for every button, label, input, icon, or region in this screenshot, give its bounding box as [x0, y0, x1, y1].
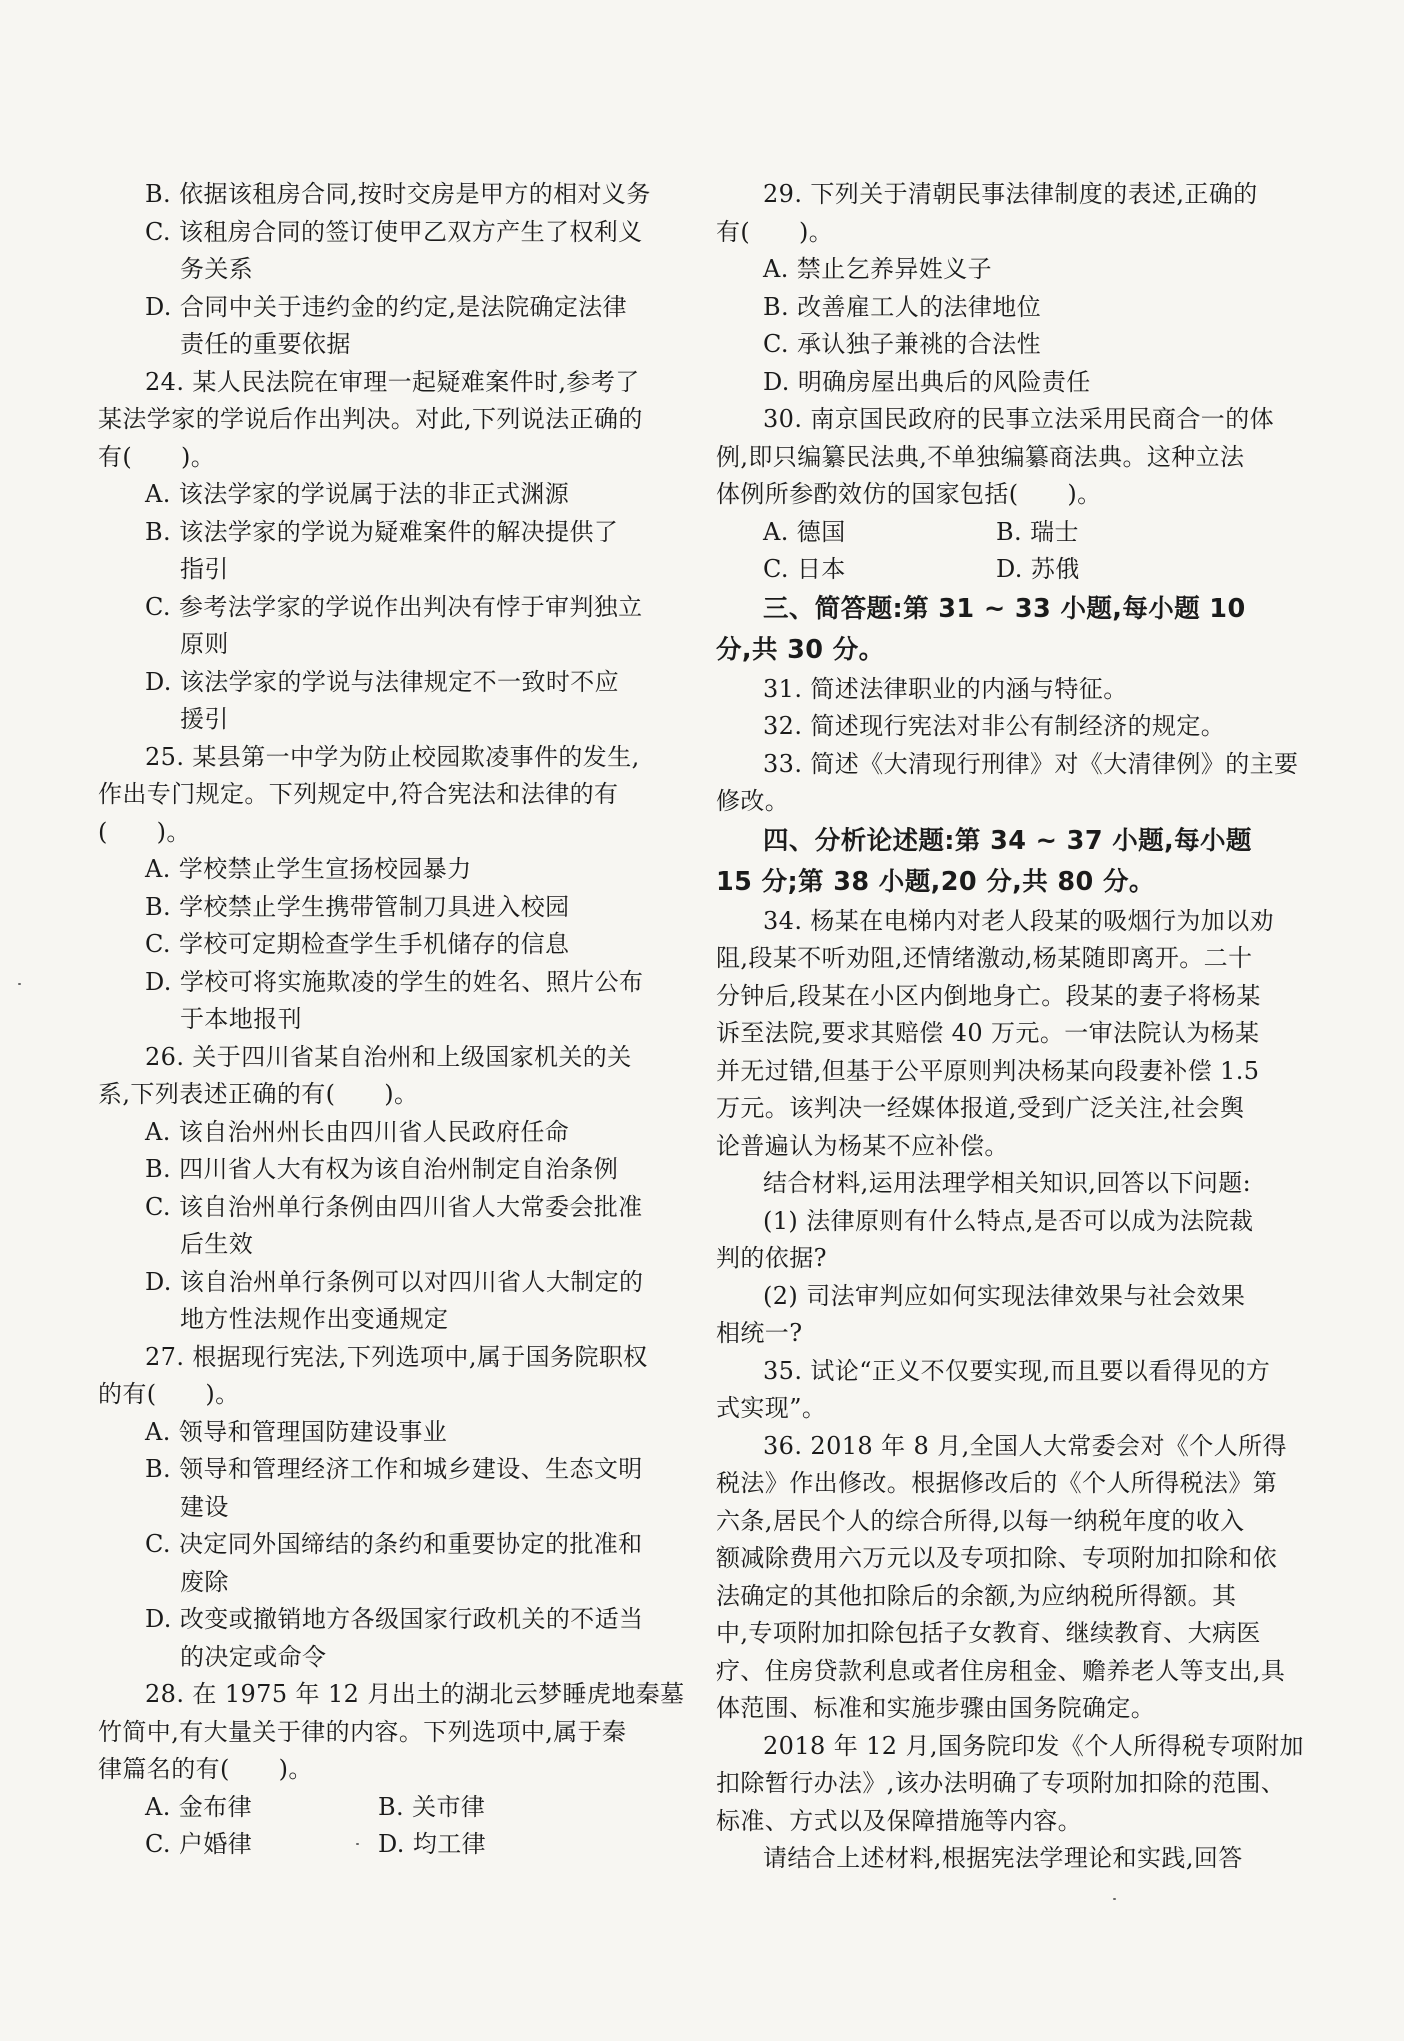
scan-speck [18, 983, 21, 985]
q25-stem-end: ( )。 [98, 817, 191, 846]
q36-line-4: 额减除费用六万元以及专项扣除、专项附加扣除和依 [716, 1544, 1278, 1572]
q36-line-3: 六条,居民个人的综合所得,以每一纳税年度的收入 [716, 1506, 1245, 1535]
q29-option-d: D. 明确房屋出典后的风险责任 [763, 367, 1091, 396]
q24-option-b-cont: 指引 [180, 555, 229, 583]
q28-stem-cont: 竹简中,有大量关于律的内容。下列选项中,属于秦 [98, 1717, 627, 1746]
q36-line-7: 疗、住房贷款利息或者住房租金、赡养老人等支出,具 [716, 1656, 1286, 1685]
q34-sub-2-cont: 相统一? [716, 1319, 803, 1347]
q29-stem-end: 有( )。 [716, 217, 834, 246]
q24-option-d: D. 该法学家的学说与法律规定不一致时不应 [145, 667, 620, 696]
q36-line-1: 36. 2018 年 8 月,全国人大常委会对《个人所得 [763, 1431, 1287, 1460]
q24-stem-cont: 某法学家的学说后作出判决。对此,下列说法正确的 [98, 405, 643, 433]
q26-option-d-cont: 地方性法规作出变通规定 [180, 1305, 449, 1333]
q31: 31. 简述法律职业的内涵与特征。 [763, 674, 1128, 703]
q29-option-c: C. 承认独子兼祧的合法性 [763, 330, 1041, 358]
q24-option-d-cont: 援引 [180, 705, 229, 733]
section-3-heading: 三、简答题:第 31 ~ 33 小题,每小题 10 [763, 593, 1246, 624]
q24-option-c-cont: 原则 [180, 630, 229, 658]
q23-option-b: B. 依据该租房合同,按时交房是甲方的相对义务 [145, 180, 651, 208]
q34-prompt: 结合材料,运用法理学相关知识,回答以下问题: [763, 1169, 1252, 1197]
q27-option-c: C. 决定同外国缔结的条约和重要协定的批准和 [145, 1530, 643, 1558]
q36-line-9: 2018 年 12 月,国务院印发《个人所得税专项附加 [763, 1731, 1304, 1760]
q34-sub-1: (1) 法律原则有什么特点,是否可以成为法院裁 [763, 1206, 1254, 1235]
q36-line-12: 请结合上述材料,根据宪法学理论和实践,回答 [763, 1844, 1243, 1872]
q23-option-c: C. 该租房合同的签订使甲乙双方产生了权利义 [145, 217, 643, 246]
q30-stem: 30. 南京国民政府的民事立法采用民商合一的体 [763, 405, 1274, 433]
q25-option-d-cont: 于本地报刊 [180, 1005, 302, 1033]
q27-stem-cont: 的有( )。 [98, 1380, 240, 1408]
q34-sub-1-cont: 判的依据? [716, 1244, 827, 1272]
q34-line-2: 阻,段某不听劝阻,还情绪激动,杨某随即离开。二十 [716, 944, 1253, 972]
q26-option-c-cont: 后生效 [180, 1230, 254, 1258]
q23-option-d: D. 合同中关于违约金的约定,是法院确定法律 [145, 292, 628, 321]
section-3-heading-cont: 分,共 30 分。 [716, 634, 885, 665]
q26-stem-cont: 系,下列表述正确的有( )。 [98, 1080, 419, 1108]
q34-line-5: 并无过错,但基于公平原则判决杨某向段妻补偿 1.5 [716, 1056, 1260, 1085]
q36-line-5: 法确定的其他扣除后的余额,为应纳税所得额。其 [716, 1581, 1237, 1610]
q23-option-d-cont: 责任的重要依据 [180, 330, 351, 358]
q28-option-d: D. 均工律 [378, 1830, 487, 1858]
q27-option-a: A. 领导和管理国防建设事业 [145, 1417, 448, 1446]
q25-stem-cont: 作出专门规定。下列规定中,符合宪法和法律的有 [98, 780, 619, 808]
q30-options-row-2 [716, 551, 1288, 589]
left-column [98, 176, 685, 1864]
q27-option-d-cont: 的决定或命令 [180, 1642, 327, 1671]
q27-option-d: D. 改变或撤销地方各级国家行政机关的不适当 [145, 1605, 644, 1633]
q28-option-a: A. 金布律 [145, 1792, 252, 1821]
q26-stem: 26. 关于四川省某自治州和上级国家机关的关 [145, 1042, 632, 1071]
q30-option-a: A. 德国 [763, 517, 846, 546]
q32: 32. 简述现行宪法对非公有制经济的规定。 [763, 712, 1226, 740]
q24-stem: 24. 某人民法院在审理一起疑难案件时,参考了 [145, 367, 640, 396]
q25-option-a: A. 学校禁止学生宣扬校园暴力 [145, 855, 472, 883]
q24-option-b: B. 该法学家的学说为疑难案件的解决提供了 [145, 517, 619, 546]
q28-options-row-1 [98, 1789, 668, 1827]
q34-line-7: 论普遍认为杨某不应补偿。 [716, 1131, 1009, 1160]
q25-option-d: D. 学校可将实施欺凌的学生的姓名、照片公布 [145, 967, 644, 996]
q27-stem: 27. 根据现行宪法,下列选项中,属于国务院职权 [145, 1342, 648, 1371]
right-column [716, 176, 1304, 1878]
q30-option-d: D. 苏俄 [996, 555, 1080, 583]
section-4-heading: 四、分析论述题:第 34 ~ 37 小题,每小题 [763, 825, 1252, 856]
q27-option-c-cont: 废除 [180, 1567, 229, 1596]
q29-option-b: B. 改善雇工人的法律地位 [763, 292, 1042, 321]
q30-option-b: B. 瑞士 [996, 517, 1079, 546]
q28-option-c: C. 户婚律 [145, 1830, 253, 1858]
q30-option-c: C. 日本 [763, 555, 846, 583]
q25-option-b: B. 学校禁止学生携带管制刀具进入校园 [145, 892, 570, 921]
q34-line-6: 万元。该判决一经媒体报道,受到广泛关注,社会舆 [716, 1094, 1245, 1122]
q35-cont: 式实现”。 [716, 1394, 827, 1422]
q24-option-c: C. 参考法学家的学说作出判决有悖于审判独立 [145, 592, 643, 621]
q24-stem-end: 有( )。 [98, 442, 216, 471]
q24-option-a: A. 该法学家的学说属于法的非正式渊源 [145, 480, 570, 508]
q33: 33. 简述《大清现行刑律》对《大清律例》的主要 [763, 749, 1299, 778]
q26-option-b: B. 四川省人大有权为该自治州制定自治条例 [145, 1155, 619, 1183]
q36-line-8: 体范围、标准和实施步骤由国务院确定。 [716, 1694, 1156, 1722]
q36-line-2: 税法》作出修改。根据修改后的《个人所得税法》第 [716, 1469, 1278, 1497]
q33-cont: 修改。 [716, 787, 790, 815]
scan-speck [356, 1843, 359, 1845]
q25-stem: 25. 某县第一中学为防止校园欺凌事件的发生, [145, 742, 640, 771]
q36-line-11: 标准、方式以及保障措施等内容。 [716, 1806, 1082, 1835]
scan-speck [1113, 1898, 1116, 1900]
q35: 35. 试论“正义不仅要实现,而且要以看得见的方 [763, 1356, 1271, 1385]
q29-stem: 29. 下列关于清朝民事法律制度的表述,正确的 [763, 180, 1258, 208]
q26-option-d: D. 该自治州单行条例可以对四川省人大制定的 [145, 1267, 644, 1296]
q28-options-row-2 [98, 1826, 668, 1864]
q28-option-b: B. 关市律 [378, 1792, 486, 1821]
section-4-heading-cont: 15 分;第 38 小题,20 分,共 80 分。 [716, 866, 1155, 897]
q36-line-10: 扣除暂行办法》,该办法明确了专项附加扣除的范围、 [716, 1769, 1286, 1797]
q34-line-3: 分钟后,段某在小区内倒地身亡。段某的妻子将杨某 [716, 981, 1261, 1010]
q30-options-row-1 [716, 514, 1288, 552]
q30-stem-end: 体例所参酌效仿的国家包括( )。 [716, 480, 1102, 508]
q28-stem-end: 律篇名的有( )。 [98, 1755, 313, 1783]
q26-option-c: C. 该自治州单行条例由四川省人大常委会批准 [145, 1192, 643, 1221]
q28-stem: 28. 在 1975 年 12 月出土的湖北云梦睡虎地秦墓 [145, 1680, 685, 1708]
q36-line-6: 中,专项附加扣除包括子女教育、继续教育、大病医 [716, 1619, 1261, 1647]
q27-option-b-cont: 建设 [180, 1492, 229, 1521]
q34-sub-2: (2) 司法审判应如何实现法律效果与社会效果 [763, 1281, 1246, 1310]
q30-stem-cont: 例,即只编纂民法典,不单独编纂商法典。这种立法 [716, 442, 1245, 471]
q25-option-c: C. 学校可定期检查学生手机储存的信息 [145, 930, 570, 958]
q29-option-a: A. 禁止乞养异姓义子 [763, 255, 992, 283]
q26-option-a: A. 该自治州州长由四川省人民政府任命 [145, 1117, 570, 1146]
q23-option-c-cont: 务关系 [180, 255, 254, 283]
q27-option-b: B. 领导和管理经济工作和城乡建设、生态文明 [145, 1455, 643, 1483]
q34-line-4: 诉至法院,要求其赔偿 40 万元。一审法院认为杨某 [716, 1019, 1260, 1047]
q34-line-1: 34. 杨某在电梯内对老人段某的吸烟行为加以劝 [763, 906, 1274, 935]
